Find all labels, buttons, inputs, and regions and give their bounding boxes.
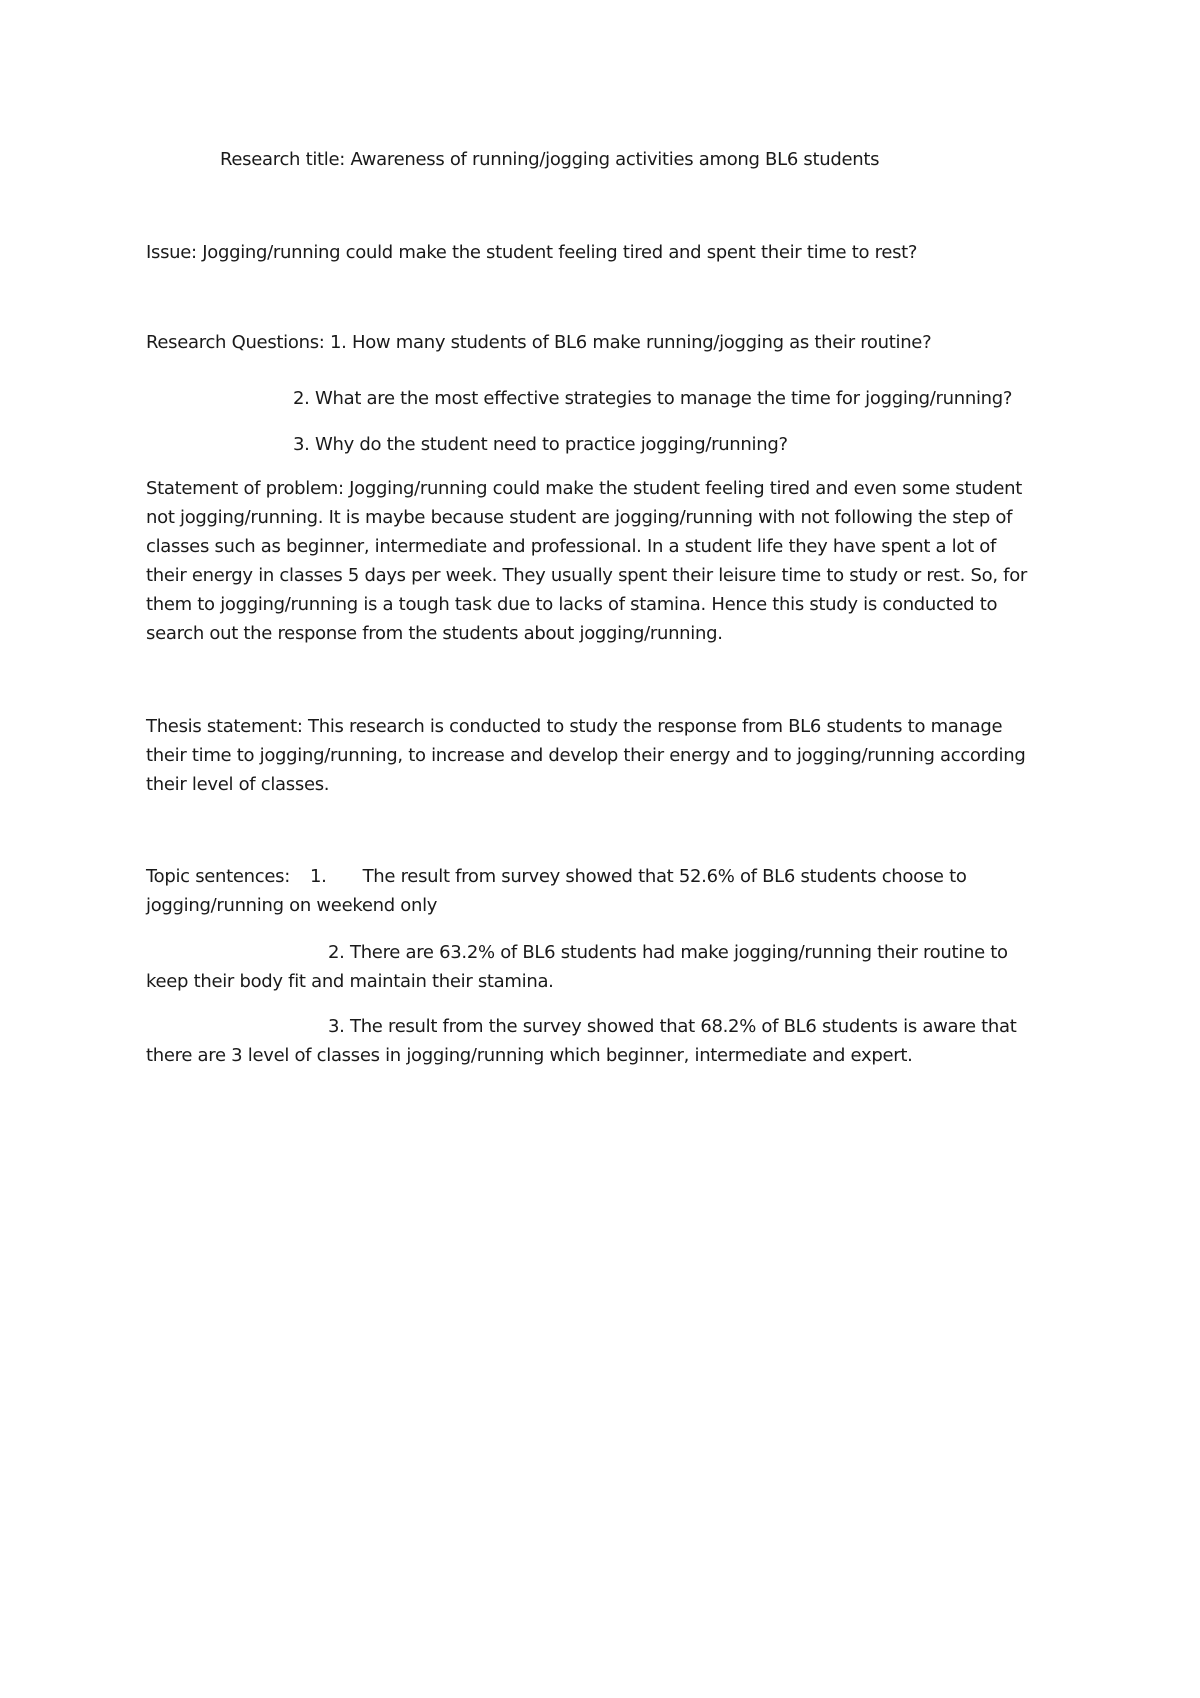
topic-sentence-1-text: The result from survey showed that 52.6% of BL6 students choose to bbox=[362, 866, 967, 887]
problem-line-2: not jogging/running. It is maybe because student are jogging/running with not following the step of bbox=[146, 507, 1013, 528]
research-question-3: 3. Why do the student need to practice jogging/running? bbox=[293, 434, 788, 455]
research-questions-line bbox=[146, 332, 931, 354]
topic-sentence-1-number: 1. bbox=[310, 866, 327, 887]
topic-sentence-1-line-2: jogging/running on weekend only bbox=[146, 895, 438, 916]
research-title: Research title: Awareness of running/jogging activities among BL6 students bbox=[220, 149, 880, 170]
research-questions-label: Research Questions: bbox=[146, 332, 325, 353]
thesis-line-1: Thesis statement: This research is conducted to study the response from BL6 students to manage bbox=[146, 716, 1003, 737]
research-question-2: 2. What are the most effective strategies to manage the time for jogging/running? bbox=[293, 388, 1013, 409]
topic-sentence-1-line-1 bbox=[146, 866, 967, 888]
topic-sentence-2-line-2: keep their body fit and maintain their stamina. bbox=[146, 971, 554, 992]
problem-line-5: them to jogging/running is a tough task due to lacks of stamina. Hence this study is conducted to bbox=[146, 594, 998, 615]
thesis-line-3: their level of classes. bbox=[146, 774, 330, 795]
problem-line-3: classes such as beginner, intermediate and professional. In a student life they have spent a lot of bbox=[146, 536, 997, 557]
research-question-1: 1. How many students of BL6 make running/jogging as their routine? bbox=[329, 332, 932, 353]
problem-line-6: search out the response from the students about jogging/running. bbox=[146, 623, 723, 644]
topic-sentence-2-line-1: 2. There are 63.2% of BL6 students had make jogging/running their routine to bbox=[328, 942, 1008, 963]
topic-sentences-label: Topic sentences: bbox=[146, 866, 291, 887]
topic-sentence-3-line-2: there are 3 level of classes in jogging/running which beginner, intermediate and expert. bbox=[146, 1045, 913, 1066]
thesis-line-2: their time to jogging/running, to increase and develop their energy and to jogging/running according bbox=[146, 745, 1026, 766]
problem-line-4: their energy in classes 5 days per week. They usually spent their leisure time to study or rest. So, for bbox=[146, 565, 1028, 586]
topic-sentence-3-line-1: 3. The result from the survey showed that 68.2% of BL6 students is aware that bbox=[328, 1016, 1017, 1037]
issue-line: Issue: Jogging/running could make the student feeling tired and spent their time to rest? bbox=[146, 242, 918, 263]
problem-line-1: Statement of problem: Jogging/running could make the student feeling tired and even some student bbox=[146, 478, 1023, 499]
